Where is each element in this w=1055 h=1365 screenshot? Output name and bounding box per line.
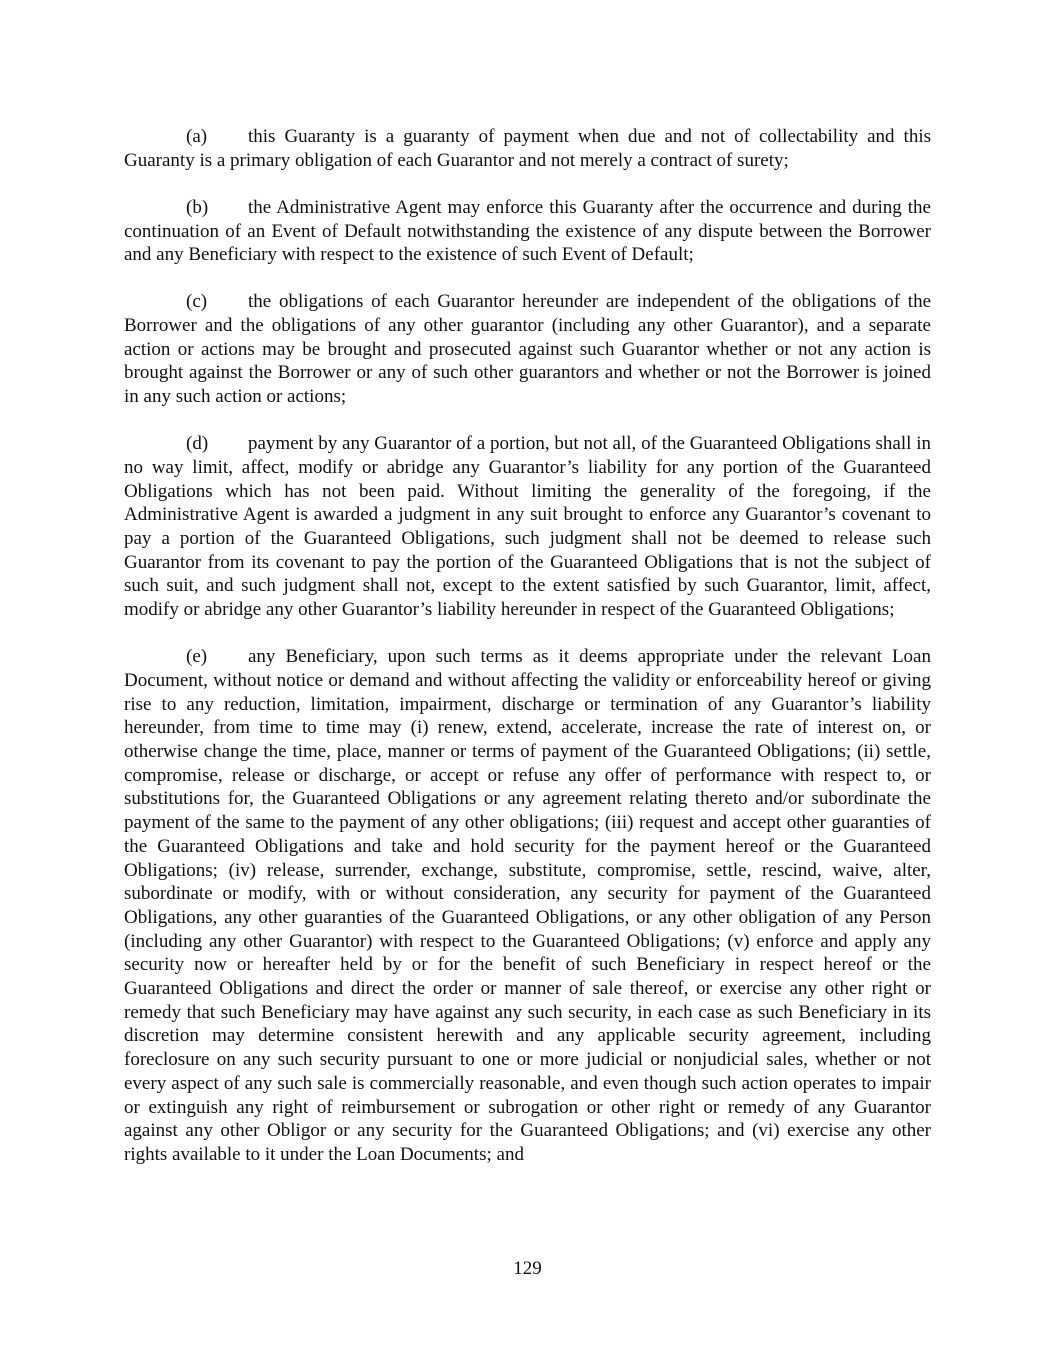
paragraph-text: payment by any Guarantor of a portion, but not all, of the Guaranteed Obligations shall in no way limit, affect, modify or abridge any Guarantor’s liability for any portion of the Guaranteed Obligations which has not been paid. Without limiting the generality of the foregoing, if the Administrative Agent is awarded a judgment in any suit brought to enforce any Guarantor’s covenant to pay a portion of the Guaranteed Obligations, such judgment shall not be deemed to release such Guarantor from its covenant to pay the portion of the Guaranteed Obligations that is not the subject of such suit, and such judgment shall not, except to the extent satisfied by such Guarantor, limit, affect, modify or abridge any other Guarantor’s liability hereunder in respect of the Guaranteed Obligations; <box>124 433 931 621</box>
paragraph-text: the Administrative Agent may enforce this Guaranty after the occurrence and during the continuation of an Event of Default notwithstanding the existence of any dispute between the Borrower and any Beneficiary with respect to the existence of such Event of Default; <box>124 196 931 266</box>
paragraph-b <box>124 196 931 267</box>
paragraph-d <box>124 432 931 622</box>
paragraph-a <box>124 125 931 172</box>
paragraph-label: (e) <box>186 646 208 668</box>
paragraph-e <box>124 645 931 1166</box>
paragraph-label: (c) <box>186 291 208 313</box>
page-number: 129 <box>513 1258 542 1279</box>
paragraph-label: (a) <box>186 126 208 147</box>
document-body <box>124 125 931 1190</box>
paragraph-text: any Beneficiary, upon such terms as it deems appropriate under the relevant Loan Document, without notice or demand and without affecting the validity or enforceability hereof or giving rise to any reduction, limitation, impairment, discharge or termination of any Guarantor’s liability hereunder, from time to time may (i) renew, extend, accelerate, increase the rate of interest on, or otherwise change the time, place, manner or terms of payment of the Guaranteed Obligations; (ii) settle, compromise, release or discharge, or accept or refuse any offer of performance with respect to, or substitutions for, the Guaranteed Obligations or any agreement relating thereto and/or subordinate the payment of the same to the payment of any other obligations; (iii) request and accept other guaranties of the Guaranteed Obligations and take and hold security for the payment hereof or the Guaranteed Obligations; (iv) release, surrender, exchange, substitute, compromise, settle, rescind, waive, alter, subordinate or modify, with or without consideration, any security for payment of the Guaranteed Obligations, any other guaranties of the Guaranteed Obligations, or any other obligation of any Person (including any other Guarantor) with respect to the Guaranteed Obligations; (v) enforce and apply any security now or hereafter held by or for the benefit of such Beneficiary in respect hereof or the Guaranteed Obligations and direct the order or manner of sale thereof, or exercise any other right or remedy that such Beneficiary may have against any such security, in each case as such Beneficiary in its discretion may determine consistent herewith and any applicable security agreement, including foreclosure on any such security pursuant to one or more judicial or nonjudicial sales, whether or not every aspect of any such sale is commercially reasonable, and even though such action operates to impair or extinguish any right of reimbursement or subrogation or other right or remedy of any Guarantor against any other Obligor or any security for the Guaranteed Obligations; and (vi) exercise any other rights available to it under the Loan Documents; and <box>124 646 931 1165</box>
paragraph-text: the obligations of each Guarantor hereunder are independent of the obligations of the Borrower and the obligations of any other guarantor (including any other Guarantor), and a separate action or actions may be brought and prosecuted against such Guarantor whether or not any action is brought against the Borrower or any of such other guarantors and whether or not the Borrower is joined in any such action or actions; <box>124 291 931 408</box>
paragraph-label: (b) <box>186 196 209 218</box>
paragraph-text: this Guaranty is a guaranty of payment when due and not of collectability and this Guaranty is a primary obligation of each Guarantor and not merely a contract of surety; <box>124 126 931 171</box>
paragraph-label: (d) <box>186 433 209 455</box>
paragraph-c <box>124 290 931 409</box>
